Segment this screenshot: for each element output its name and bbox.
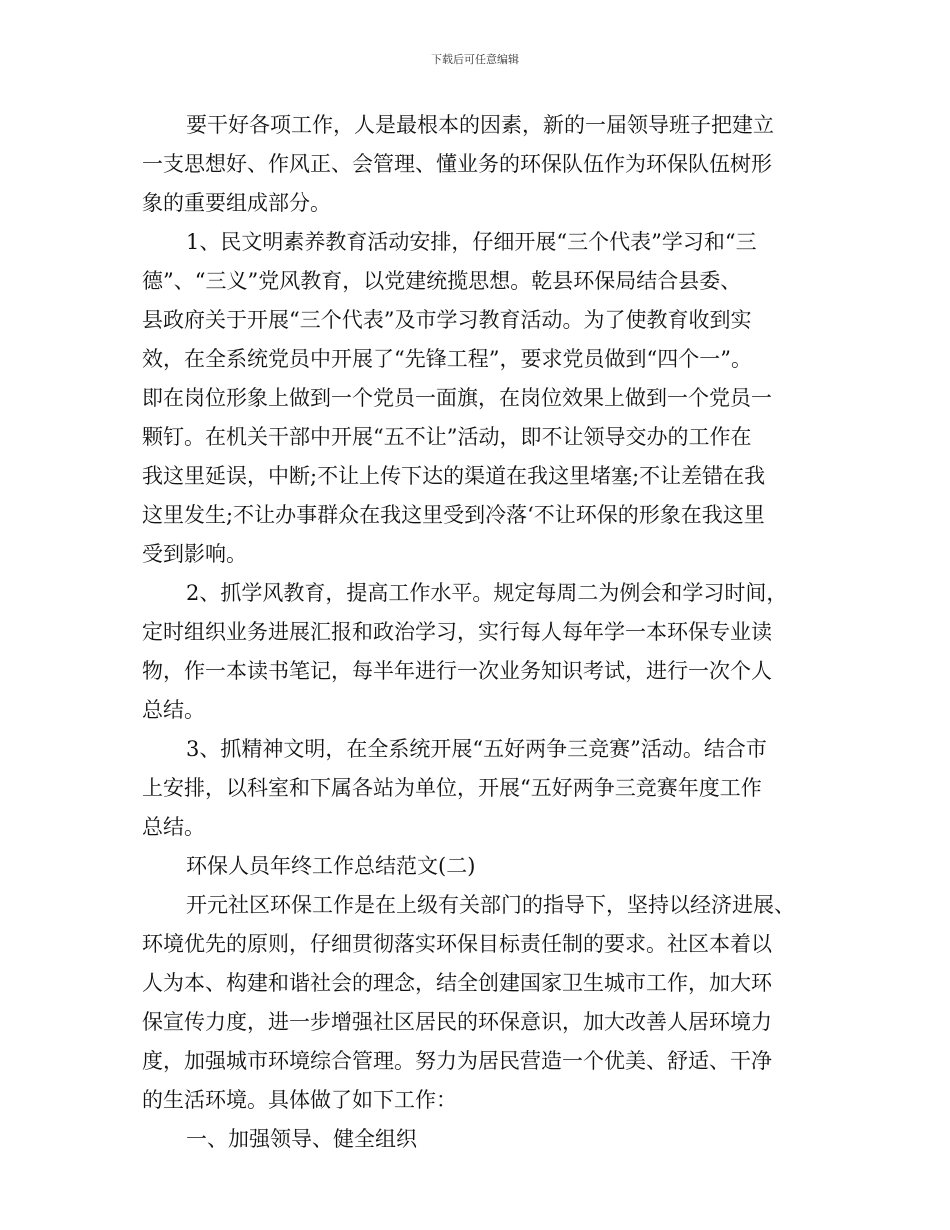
text-line: 效，在全系统党员中开展了“先锋工程”，要求党员做到“四个一”。 xyxy=(142,347,752,371)
text-line: 总结。 xyxy=(142,698,205,722)
text-line: 总结。 xyxy=(142,815,205,839)
text-line: 象的重要组成部分。 xyxy=(142,191,331,215)
text-line: 我这里延误，中断;不让上传下达的渠道在我这里堵塞;不让差错在我 xyxy=(142,464,766,488)
text-line: 人为本、构建和谐社会的理念，结全创建国家卫生城市工作，加大环 xyxy=(142,971,772,995)
text-line: 颗钉。在机关干部中开展“五不让”活动，即不让领导交办的工作在 xyxy=(142,425,752,449)
text-line: 的生活环境。具体做了如下工作： xyxy=(142,1088,457,1112)
text-line: 定时组织业务进展汇报和政治学习，实行每人每年学一本环保专业读 xyxy=(142,620,772,644)
text-line: 度，加强城市环境综合管理。努力为居民营造一个优美、舒适、干净 xyxy=(142,1049,772,1073)
page-header-note: 下载后可任意编辑 xyxy=(431,53,519,66)
text-line: 环保人员年终工作总结范文(二) xyxy=(186,854,476,878)
text-line: 县政府关于开展“三个代表”及市学习教育活动。为了使教育收到实 xyxy=(142,308,752,332)
text-line: 环境优先的原则，仔细贯彻落实环保目标责任制的要求。社区本着以 xyxy=(142,932,772,956)
text-line: 受到影响。 xyxy=(142,542,247,566)
text-line: 这里发生;不让办事群众在我这里受到冷落‘不让环保的形象在我这里 xyxy=(142,503,765,527)
text-line: 3、抓精神文明，在全系统开展“五好两争三竞赛”活动。结合市 xyxy=(186,737,767,761)
text-line: 上安排，以科室和下属各站为单位，开展“五好两争三竞赛年度工作 xyxy=(142,776,762,800)
text-line: 德”、“三义”党风教育，以党建统揽思想。乾县环保局结合县委、 xyxy=(142,269,742,293)
text-line: 1、民文明素养教育活动安排，仔细开展“三个代表”学习和“三 xyxy=(186,230,757,254)
text-line: 保宣传力度，进一步增强社区居民的环保意识，加大改善人居环境力 xyxy=(142,1010,772,1034)
document-body xyxy=(142,106,817,1159)
text-line: 一支思想好、作风正、会管理、懂业务的环保队伍作为环保队伍树形 xyxy=(142,152,772,176)
text-line: 一、加强领导、健全组织 xyxy=(186,1127,417,1151)
text-line: 要干好各项工作，人是最根本的因素，新的一届领导班子把建立 xyxy=(186,113,774,137)
text-line: 物，作一本读书笔记，每半年进行一次业务知识考试，进行一次个人 xyxy=(142,659,772,683)
text-line: 开元社区环保工作是在上级有关部门的指导下，坚持以经济进展、 xyxy=(186,893,795,917)
text-line: 即在岗位形象上做到一个党员一面旗，在岗位效果上做到一个党员一 xyxy=(142,386,772,410)
text-line: 2、抓学风教育，提高工作水平。规定每周二为例会和学习时间， xyxy=(186,581,788,605)
